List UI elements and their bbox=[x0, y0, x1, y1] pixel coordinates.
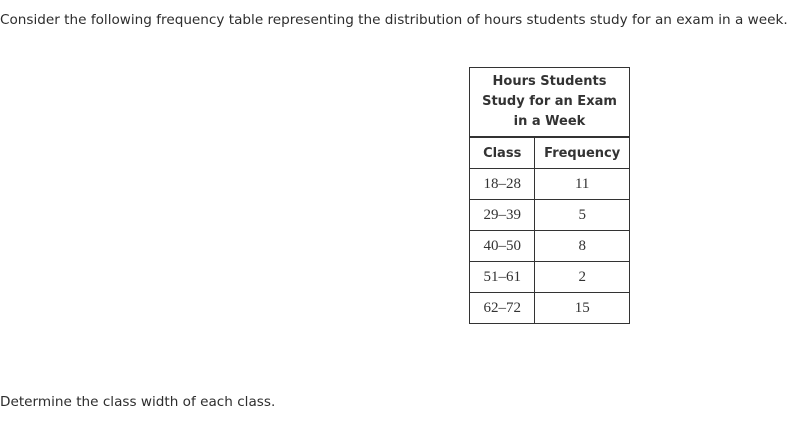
question-text: Consider the following frequency table representing the distribution of hours students study for an exam in a week. bbox=[0, 12, 788, 28]
table-caption-row bbox=[470, 68, 630, 138]
table-header-row bbox=[470, 137, 630, 169]
class-cell: 40–50 bbox=[470, 231, 535, 262]
instruction-text: Determine the class width of each class. bbox=[0, 394, 276, 410]
class-cell: 51–61 bbox=[470, 262, 535, 293]
class-cell: 29–39 bbox=[470, 200, 535, 231]
frequency-cell: 11 bbox=[535, 169, 630, 200]
table-caption-text: Hours Students Study for an Exam in a Week bbox=[482, 74, 617, 129]
frequency-table bbox=[469, 67, 630, 324]
header-frequency: Frequency bbox=[535, 137, 630, 169]
table-caption bbox=[470, 68, 630, 138]
table-row bbox=[470, 231, 630, 262]
header-class: Class bbox=[470, 137, 535, 169]
frequency-cell: 5 bbox=[535, 200, 630, 231]
table-row bbox=[470, 200, 630, 231]
frequency-cell: 2 bbox=[535, 262, 630, 293]
table-row bbox=[470, 262, 630, 293]
table-row bbox=[470, 169, 630, 200]
frequency-cell: 15 bbox=[574, 299, 590, 316]
class-cell: 62–72 bbox=[470, 293, 535, 324]
table-row bbox=[470, 293, 630, 324]
frequency-cell: 8 bbox=[535, 231, 630, 262]
class-cell: 18–28 bbox=[470, 169, 535, 200]
